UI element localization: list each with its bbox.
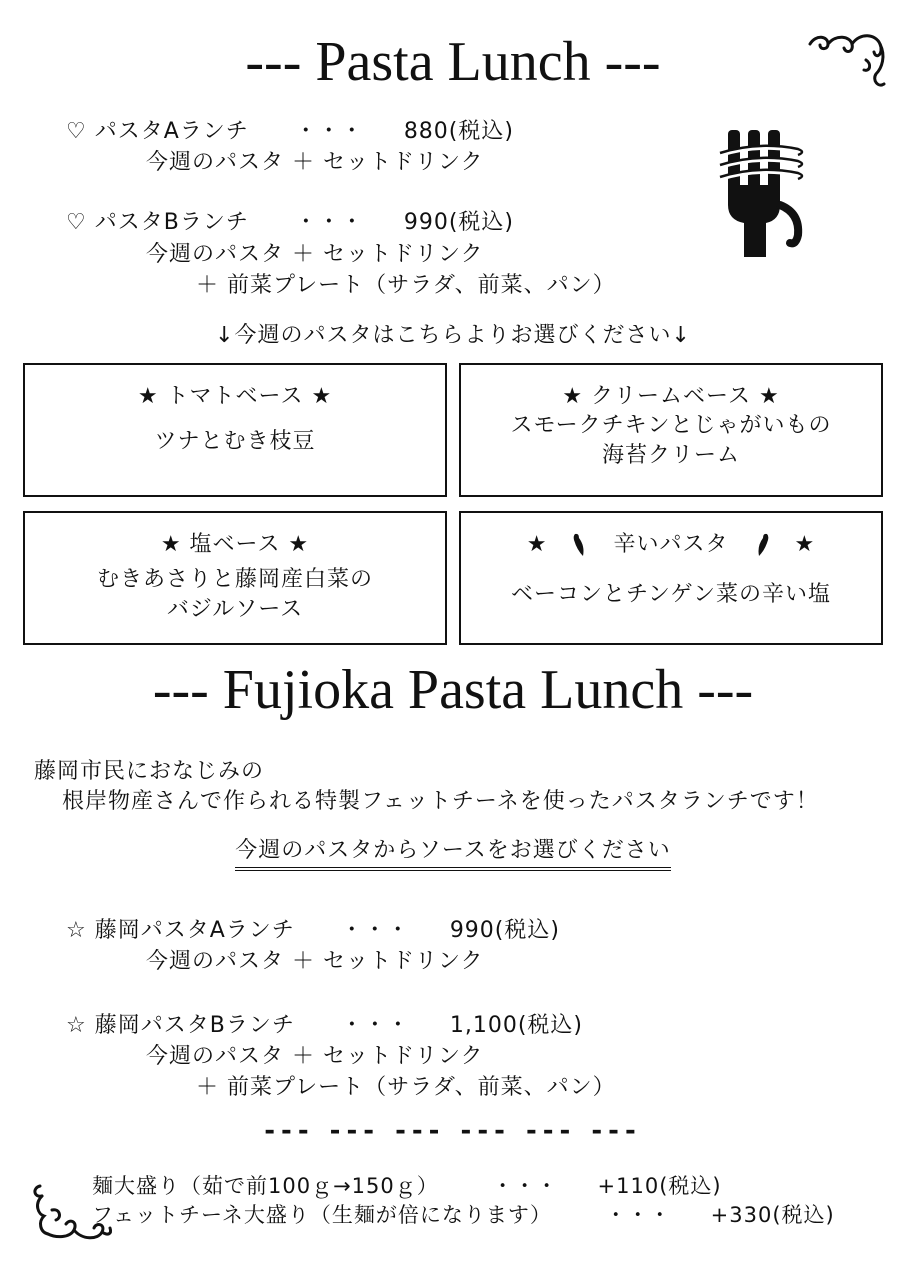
pasta-box-title-row [461, 527, 881, 558]
menu-a-description: 今週のパスタ ＋ セットドリンク [146, 150, 484, 175]
menu-b-name: パスタBランチ [94, 210, 249, 235]
option-dots: ・・・ [492, 1174, 559, 1198]
fork-with-pasta-icon [718, 125, 808, 260]
fujioka-a-dots: ・・・ [340, 918, 410, 943]
sauce-note-wrapper [0, 833, 906, 864]
heart-icon: ♡ [66, 210, 87, 235]
pasta-box-line: 海苔クリーム [601, 443, 740, 468]
pasta-box-line: バジルソース [166, 597, 304, 622]
pasta-box-line: むきあさりと藤岡産白菜の [96, 567, 373, 592]
choose-pasta-note: ↓今週のパスタはこちらよりお選びください↓ [215, 323, 691, 348]
option-row [92, 1170, 722, 1200]
menu-a-price: 880(税込) [403, 119, 514, 144]
fujioka-b-heading [66, 1008, 583, 1039]
fujioka-b-description-1: 今週のパスタ ＋ セットドリンク [146, 1044, 484, 1069]
outline-star-icon: ☆ [66, 918, 87, 943]
pasta-box-title: 辛いパスタ [613, 532, 729, 557]
pasta-box-line: ツナとむき枝豆 [154, 429, 316, 454]
pasta-box-tomato [23, 363, 447, 497]
option-price: +330(税込) [710, 1203, 835, 1227]
outline-star-icon: ☆ [66, 1013, 87, 1038]
sauce-note: 今週のパスタからソースをお選びください [235, 838, 670, 871]
option-price: +110(税込) [597, 1174, 722, 1198]
star-icon: ★ [526, 532, 548, 557]
option-dots: ・・・ [605, 1203, 672, 1227]
menu-b-price: 990(税込) [403, 210, 515, 235]
pasta-box-salt [23, 511, 447, 645]
fujioka-a-price: 990(税込) [449, 918, 560, 943]
fujioka-a-description: 今週のパスタ ＋ セットドリンク [146, 949, 484, 974]
star-icon: ★ [794, 532, 816, 557]
menu-a-heading [66, 114, 514, 145]
page-title: --- Pasta Lunch --- [245, 31, 661, 93]
heart-icon: ♡ [66, 119, 87, 144]
pasta-box-title: ★ 塩ベース ★ [160, 532, 310, 557]
option-row [92, 1199, 835, 1229]
menu-a-dots: ・・・ [294, 119, 364, 144]
pasta-box-spicy [459, 511, 883, 645]
fujioka-b-price: 1,100(税込) [449, 1013, 583, 1038]
menu-b-description-2: ＋ 前菜プレート（サラダ、前菜、パン） [196, 273, 616, 298]
fujioka-a-name: 藤岡パスタAランチ [94, 918, 295, 943]
pasta-box-line: ベーコンとチンゲン菜の辛い塩 [510, 582, 832, 607]
menu-b-dots: ・・・ [294, 210, 364, 235]
ornamental-flourish-icon [30, 1180, 114, 1244]
chili-pepper-icon [755, 532, 773, 558]
intro-line-2: 根岸物産さんで作られる特製フェットチーネを使ったパスタランチです！ [62, 789, 819, 814]
separator: --- --- --- --- --- --- [264, 1116, 642, 1146]
fujioka-b-dots: ・・・ [340, 1013, 410, 1038]
chili-pepper-icon [569, 532, 587, 558]
menu-a-name: パスタAランチ [94, 119, 249, 144]
option-name: フェットチーネ大盛り（生麺が倍になります） [92, 1203, 552, 1227]
intro-line-1: 藤岡市民におなじみの [34, 759, 265, 784]
fujioka-b-description-2: ＋ 前菜プレート（サラダ、前菜、パン） [196, 1075, 616, 1100]
pasta-box-title: ★ クリームベース ★ [562, 384, 780, 409]
ornamental-flourish-icon [806, 30, 890, 92]
pasta-box-cream [459, 363, 883, 497]
section-title-fujioka: --- Fujioka Pasta Lunch --- [152, 659, 754, 721]
option-name: 麺大盛り（茹で前100ｇ→150ｇ） [92, 1174, 439, 1198]
fujioka-a-heading [66, 913, 560, 944]
menu-b-description-1: 今週のパスタ ＋ セットドリンク [146, 242, 484, 267]
pasta-box-title: ★ トマトベース ★ [137, 384, 333, 409]
menu-b-heading [66, 205, 514, 236]
pasta-box-line: スモークチキンとじゃがいもの [510, 413, 832, 438]
fujioka-b-name: 藤岡パスタBランチ [94, 1013, 295, 1038]
